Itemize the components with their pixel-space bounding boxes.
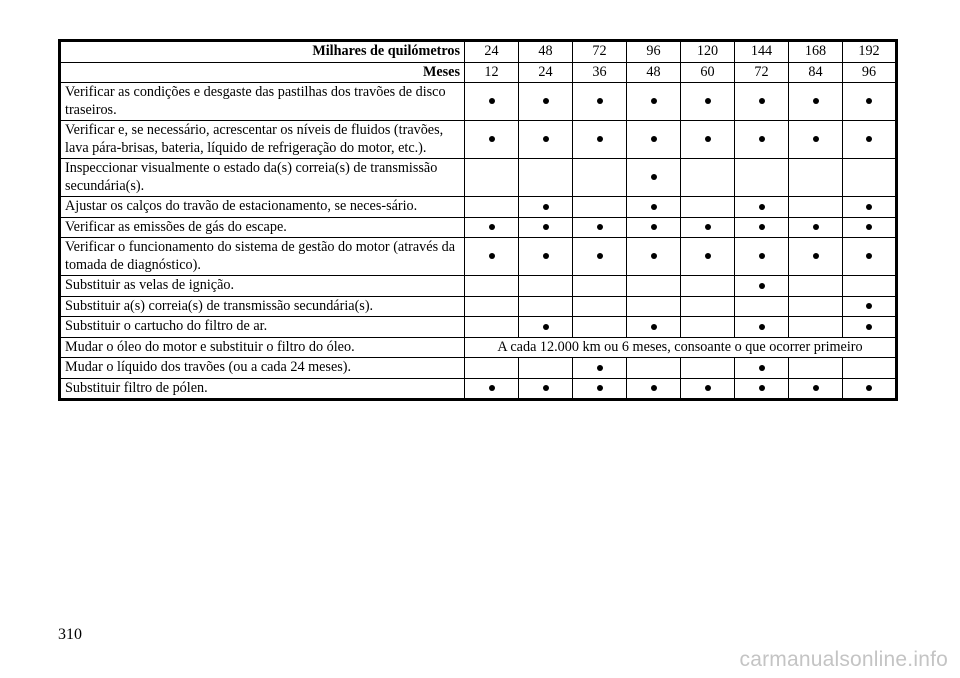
check-dot-icon xyxy=(651,224,657,230)
km-header-label: Milhares de quilómetros xyxy=(60,41,465,63)
interval-cell xyxy=(681,83,735,121)
interval-cell xyxy=(735,159,789,197)
check-dot-icon xyxy=(651,385,657,391)
table-body xyxy=(60,41,897,400)
interval-cell xyxy=(519,317,573,338)
interval-cell xyxy=(573,121,627,159)
interval-cell xyxy=(519,276,573,297)
months-value: 96 xyxy=(843,62,897,83)
interval-cell xyxy=(735,317,789,338)
interval-cell xyxy=(465,197,519,218)
check-dot-icon xyxy=(759,365,765,371)
task-description: Inspeccionar visualmente o estado da(s) correia(s) de transmissão secundária(s). xyxy=(60,159,465,197)
interval-cell xyxy=(627,159,681,197)
interval-cell xyxy=(681,296,735,317)
check-dot-icon xyxy=(759,253,765,259)
check-dot-icon xyxy=(866,204,872,210)
km-value: 24 xyxy=(465,41,519,63)
months-header-label: Meses xyxy=(60,62,465,83)
interval-cell xyxy=(573,217,627,238)
interval-cell xyxy=(735,83,789,121)
interval-cell xyxy=(573,83,627,121)
interval-cell xyxy=(789,217,843,238)
months-header-row xyxy=(60,62,897,83)
interval-cell xyxy=(627,317,681,338)
interval-cell xyxy=(789,159,843,197)
interval-cell xyxy=(627,217,681,238)
interval-cell xyxy=(789,358,843,379)
interval-cell xyxy=(465,317,519,338)
check-dot-icon xyxy=(866,136,872,142)
maintenance-row xyxy=(60,159,897,197)
interval-cell xyxy=(681,317,735,338)
check-dot-icon xyxy=(543,224,549,230)
check-dot-icon xyxy=(597,136,603,142)
check-dot-icon xyxy=(813,224,819,230)
interval-cell xyxy=(573,378,627,400)
check-dot-icon xyxy=(866,98,872,104)
check-dot-icon xyxy=(489,253,495,259)
interval-cell xyxy=(519,217,573,238)
check-dot-icon xyxy=(651,204,657,210)
interval-cell xyxy=(519,378,573,400)
maintenance-row xyxy=(60,317,897,338)
interval-cell xyxy=(627,238,681,276)
interval-cell xyxy=(681,276,735,297)
interval-cell xyxy=(735,276,789,297)
interval-cell xyxy=(735,197,789,218)
check-dot-icon xyxy=(759,385,765,391)
months-value: 60 xyxy=(681,62,735,83)
interval-cell xyxy=(735,217,789,238)
interval-cell xyxy=(519,121,573,159)
maintenance-row xyxy=(60,358,897,379)
interval-cell xyxy=(789,317,843,338)
interval-cell xyxy=(627,83,681,121)
interval-cell xyxy=(681,217,735,238)
interval-cell xyxy=(627,358,681,379)
maintenance-row xyxy=(60,378,897,400)
interval-cell xyxy=(519,358,573,379)
months-value: 36 xyxy=(573,62,627,83)
maintenance-schedule-table xyxy=(58,39,898,401)
maintenance-row xyxy=(60,276,897,297)
interval-cell xyxy=(735,238,789,276)
interval-cell xyxy=(573,358,627,379)
interval-cell xyxy=(735,378,789,400)
maintenance-row xyxy=(60,217,897,238)
interval-cell xyxy=(843,378,897,400)
task-description: Substituir as velas de ignição. xyxy=(60,276,465,297)
check-dot-icon xyxy=(597,98,603,104)
check-dot-icon xyxy=(705,253,711,259)
interval-cell xyxy=(681,121,735,159)
check-dot-icon xyxy=(813,385,819,391)
interval-cell xyxy=(465,378,519,400)
task-description: Mudar o líquido dos travões (ou a cada 24 meses). xyxy=(60,358,465,379)
check-dot-icon xyxy=(759,204,765,210)
interval-cell xyxy=(735,296,789,317)
km-value: 144 xyxy=(735,41,789,63)
interval-cell xyxy=(573,238,627,276)
interval-cell xyxy=(843,83,897,121)
interval-cell xyxy=(465,276,519,297)
km-value: 72 xyxy=(573,41,627,63)
check-dot-icon xyxy=(651,253,657,259)
check-dot-icon xyxy=(705,98,711,104)
km-value: 96 xyxy=(627,41,681,63)
check-dot-icon xyxy=(759,98,765,104)
interval-cell xyxy=(789,121,843,159)
interval-cell xyxy=(789,238,843,276)
interval-cell xyxy=(627,121,681,159)
interval-cell xyxy=(789,83,843,121)
interval-cell xyxy=(843,217,897,238)
interval-cell xyxy=(681,378,735,400)
check-dot-icon xyxy=(705,224,711,230)
months-value: 48 xyxy=(627,62,681,83)
task-description: Verificar as condições e desgaste das pastilhas dos travões de disco traseiros. xyxy=(60,83,465,121)
maintenance-row xyxy=(60,121,897,159)
maintenance-row xyxy=(60,238,897,276)
interval-cell xyxy=(789,276,843,297)
interval-cell xyxy=(681,238,735,276)
check-dot-icon xyxy=(489,385,495,391)
task-description: Substituir filtro de pólen. xyxy=(60,378,465,400)
interval-cell xyxy=(627,276,681,297)
check-dot-icon xyxy=(597,365,603,371)
check-dot-icon xyxy=(705,385,711,391)
check-dot-icon xyxy=(866,224,872,230)
km-value: 168 xyxy=(789,41,843,63)
interval-cell xyxy=(573,197,627,218)
interval-cell xyxy=(573,296,627,317)
check-dot-icon xyxy=(866,324,872,330)
interval-cell xyxy=(519,197,573,218)
task-description: Mudar o óleo do motor e substituir o filtro do óleo. xyxy=(60,337,465,358)
interval-cell xyxy=(573,276,627,297)
interval-cell xyxy=(465,121,519,159)
check-dot-icon xyxy=(651,174,657,180)
check-dot-icon xyxy=(651,98,657,104)
interval-cell xyxy=(843,238,897,276)
check-dot-icon xyxy=(759,136,765,142)
interval-cell xyxy=(465,83,519,121)
interval-cell xyxy=(519,83,573,121)
check-dot-icon xyxy=(866,303,872,309)
watermark: carmanualsonline.info xyxy=(739,648,948,671)
check-dot-icon xyxy=(651,136,657,142)
check-dot-icon xyxy=(651,324,657,330)
task-description: Verificar as emissões de gás do escape. xyxy=(60,217,465,238)
check-dot-icon xyxy=(597,385,603,391)
interval-cell xyxy=(735,121,789,159)
interval-cell xyxy=(519,296,573,317)
months-value: 72 xyxy=(735,62,789,83)
check-dot-icon xyxy=(866,385,872,391)
maintenance-row xyxy=(60,337,897,358)
check-dot-icon xyxy=(543,324,549,330)
interval-cell xyxy=(843,197,897,218)
interval-cell xyxy=(843,358,897,379)
interval-cell xyxy=(843,159,897,197)
check-dot-icon xyxy=(813,98,819,104)
interval-cell xyxy=(681,197,735,218)
task-description: Verificar e, se necessário, acrescentar os níveis de fluidos (travões, lava pára-brisas, bateria, líquido de refrigeração do motor, etc.). xyxy=(60,121,465,159)
check-dot-icon xyxy=(597,253,603,259)
task-description: Verificar o funcionamento do sistema de gestão do motor (através da tomada de diagnóstico). xyxy=(60,238,465,276)
check-dot-icon xyxy=(489,98,495,104)
interval-cell xyxy=(465,217,519,238)
interval-cell xyxy=(789,378,843,400)
km-value: 120 xyxy=(681,41,735,63)
check-dot-icon xyxy=(813,136,819,142)
check-dot-icon xyxy=(543,204,549,210)
interval-cell xyxy=(627,296,681,317)
interval-cell xyxy=(519,159,573,197)
interval-note: A cada 12.000 km ou 6 meses, consoante o que ocorrer primeiro xyxy=(465,337,897,358)
km-header-row xyxy=(60,41,897,63)
task-description: Substituir a(s) correia(s) de transmissão secundária(s). xyxy=(60,296,465,317)
interval-cell xyxy=(465,358,519,379)
check-dot-icon xyxy=(813,253,819,259)
interval-cell xyxy=(843,121,897,159)
check-dot-icon xyxy=(759,283,765,289)
interval-cell xyxy=(465,238,519,276)
km-value: 192 xyxy=(843,41,897,63)
task-description: Substituir o cartucho do filtro de ar. xyxy=(60,317,465,338)
check-dot-icon xyxy=(543,385,549,391)
months-value: 12 xyxy=(465,62,519,83)
interval-cell xyxy=(681,358,735,379)
interval-cell xyxy=(735,358,789,379)
interval-cell xyxy=(843,317,897,338)
check-dot-icon xyxy=(543,253,549,259)
interval-cell xyxy=(843,276,897,297)
page-number: 310 xyxy=(58,626,82,643)
check-dot-icon xyxy=(543,98,549,104)
interval-cell xyxy=(465,296,519,317)
check-dot-icon xyxy=(489,224,495,230)
maintenance-row xyxy=(60,197,897,218)
interval-cell xyxy=(681,159,735,197)
interval-cell xyxy=(627,378,681,400)
task-description: Ajustar os calços do travão de estacionamento, se neces-sário. xyxy=(60,197,465,218)
check-dot-icon xyxy=(489,136,495,142)
interval-cell xyxy=(519,238,573,276)
km-value: 48 xyxy=(519,41,573,63)
maintenance-row xyxy=(60,83,897,121)
interval-cell xyxy=(789,296,843,317)
maintenance-row xyxy=(60,296,897,317)
interval-cell xyxy=(573,317,627,338)
check-dot-icon xyxy=(759,324,765,330)
months-value: 84 xyxy=(789,62,843,83)
interval-cell xyxy=(627,197,681,218)
check-dot-icon xyxy=(705,136,711,142)
months-value: 24 xyxy=(519,62,573,83)
check-dot-icon xyxy=(543,136,549,142)
check-dot-icon xyxy=(759,224,765,230)
check-dot-icon xyxy=(597,224,603,230)
interval-cell xyxy=(843,296,897,317)
interval-cell xyxy=(465,159,519,197)
interval-cell xyxy=(789,197,843,218)
interval-cell xyxy=(573,159,627,197)
check-dot-icon xyxy=(866,253,872,259)
